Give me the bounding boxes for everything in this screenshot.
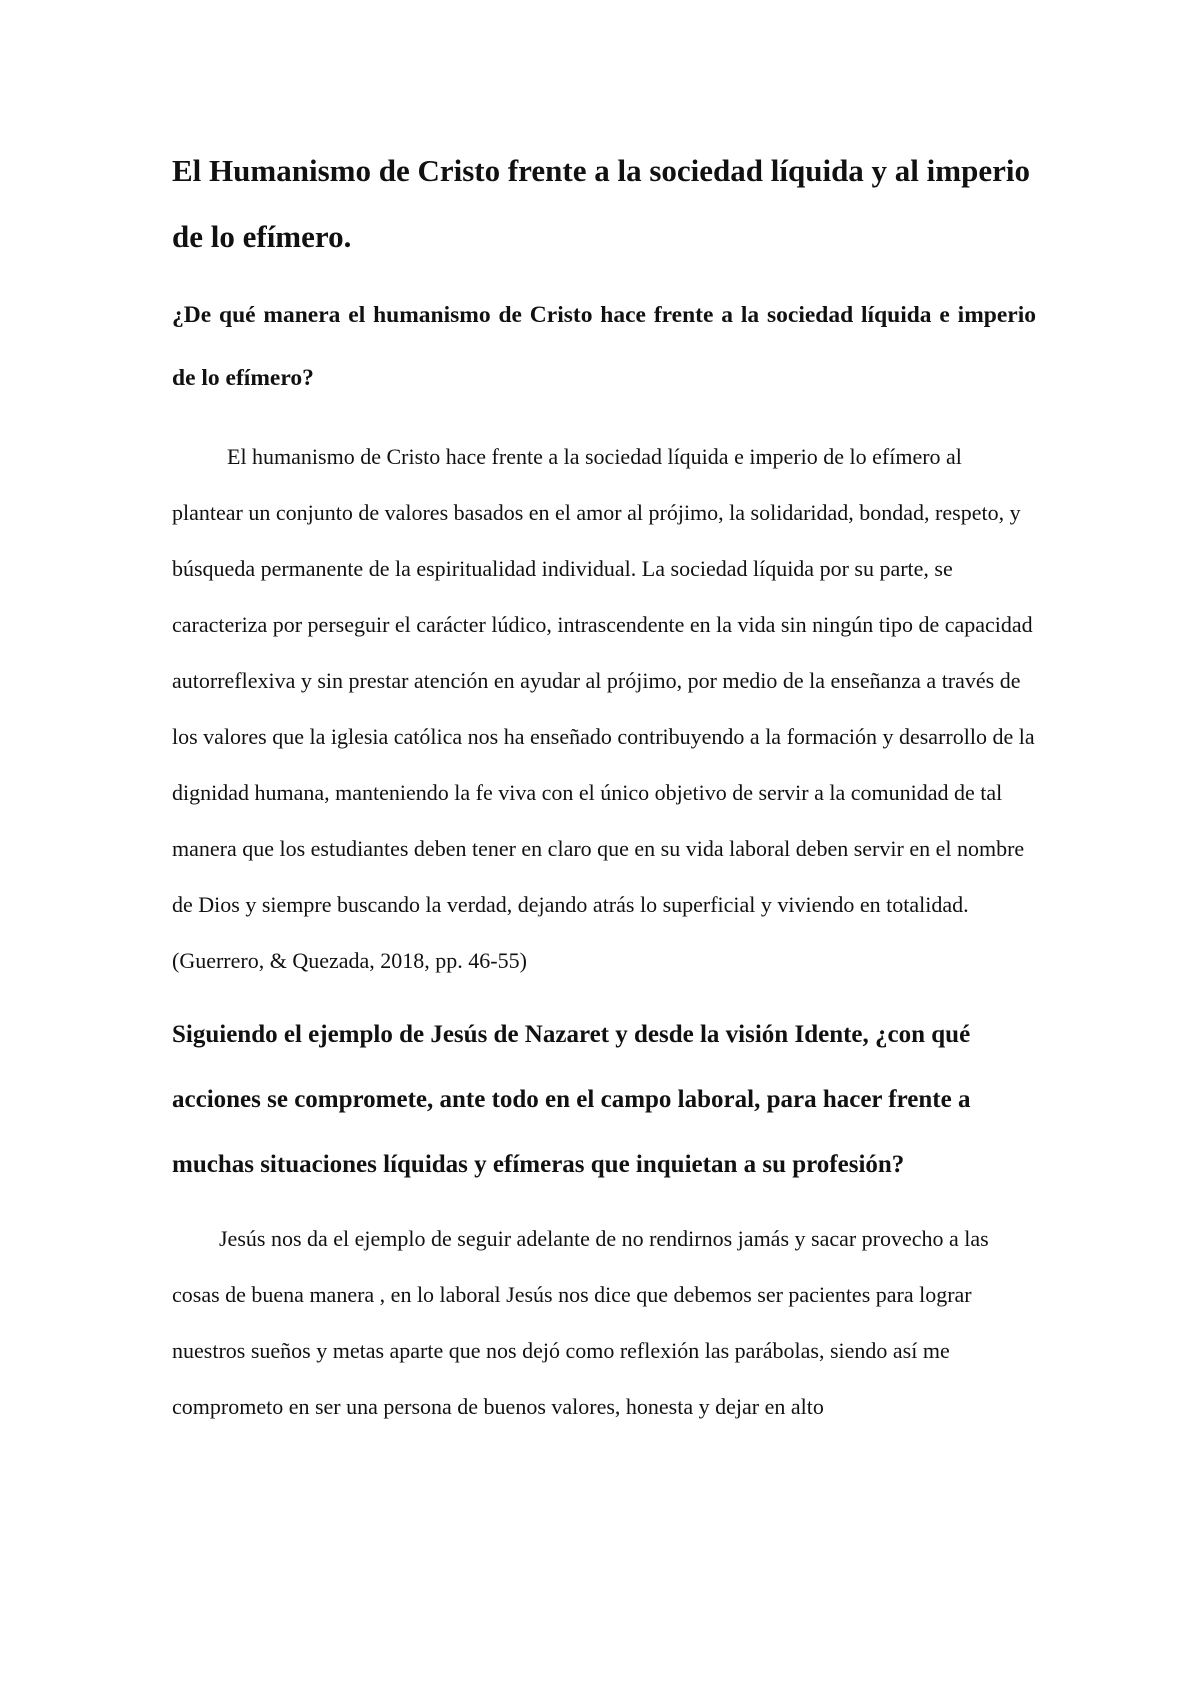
answer-paragraph-1: El humanismo de Cristo hace frente a la sociedad líquida e imperio de lo efímero al plantear un conjunto de valores basados en el amor al prójimo, la solidaridad, bondad, respeto, y búsqueda permanente de la espiritualidad individual. La sociedad líquida por su parte, se caracteriza por perseguir el carácter lúdico, intrascendente en la vida sin ningún tipo de capacidad autorreflexiva y sin prestar atención en ayudar al prójimo, por medio de la enseñanza a través de los valores que la iglesia católica nos ha enseñado contribuyendo a la formación y desarrollo de la dignidad humana, manteniendo la fe viva con el único objetivo de servir a la comunidad de tal manera que los estudiantes deben tener en claro que en su vida laboral deben servir en el nombre de Dios y siempre buscando la verdad, dejando atrás lo superficial y viviendo en totalidad. (Guerrero, & Quezada, 2018, pp. 46-55): [172, 444, 1035, 973]
document-title: El Humanismo de Cristo frente a la sociedad líquida y al imperio de lo efímero.: [172, 153, 1030, 254]
answer-paragraph-2: Jesús nos da el ejemplo de seguir adelante de no rendirnos jamás y sacar provecho a las cosas de buena manera , en lo laboral Jesús nos dice que debemos ser pacientes para lograr nuestros sueños y metas aparte que nos dejó como reflexión las parábolas, siendo así me comprometo en ser una persona de buenos valores, honesta y dejar en alto: [172, 1226, 989, 1419]
document-body: [172, 140, 1036, 1419]
question-heading-1: ¿De qué manera el humanismo de Cristo hace frente a la sociedad líquida e imperio de lo efímero?: [172, 302, 1036, 391]
question-heading-2: Siguiendo el ejemplo de Jesús de Nazaret y desde la visión Idente, ¿con qué acciones se compromete, ante todo en el campo laboral, para hacer frente a muchas situaciones líquidas y efímeras que inquietan a su profesión?: [172, 1021, 971, 1178]
